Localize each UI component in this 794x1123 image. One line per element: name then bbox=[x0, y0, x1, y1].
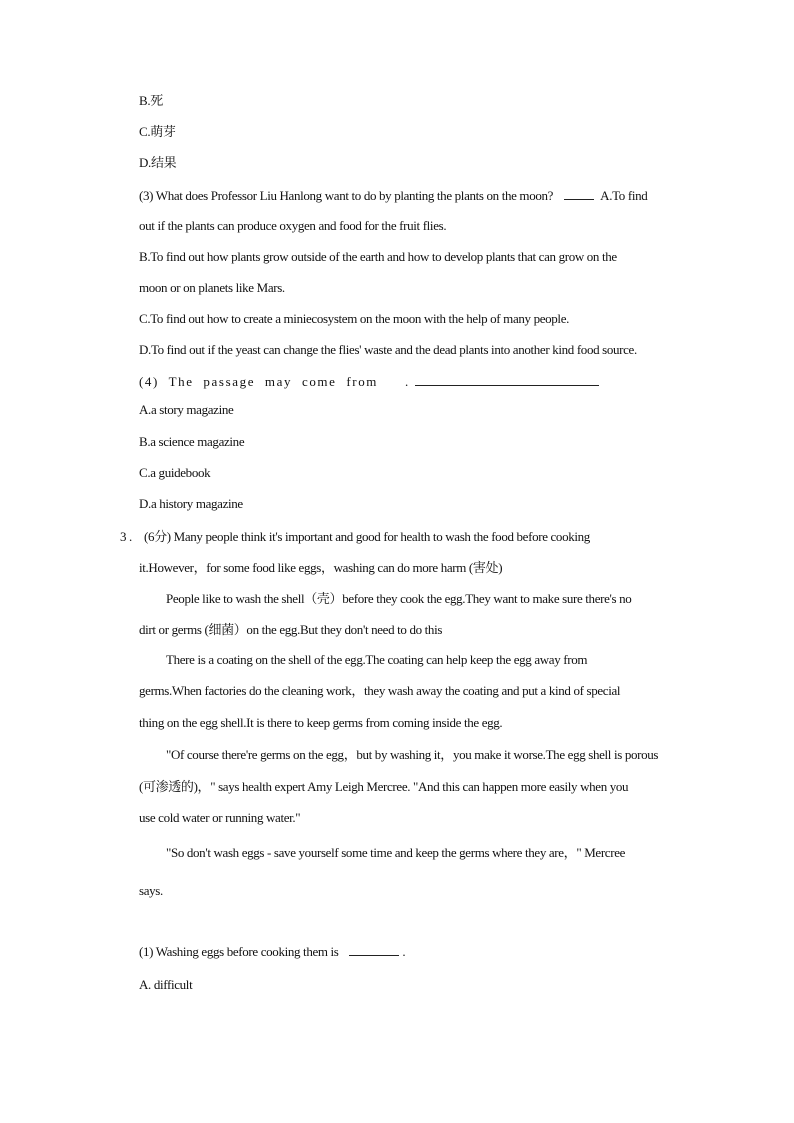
passage-p2-line-3: thing on the egg shell.It is there to keep germs from coming inside the egg. bbox=[139, 715, 503, 730]
option-b-line-2: moon or on planets like Mars. bbox=[139, 280, 285, 295]
sub-question-4-dot: . bbox=[404, 374, 408, 389]
sub-question-3-stem: (3) What does Professor Liu Hanlong want to do by planting the plants on the moon? bbox=[139, 188, 554, 203]
option-a-start: A.To find bbox=[600, 188, 648, 203]
passage-p4-line-1: "So don't wash eggs - save yourself some time and keep the germs where they are，" Mercree bbox=[166, 845, 626, 860]
question-3-intro-line-1: (6分) Many people think it's important and good for health to wash the food before cooking bbox=[144, 529, 590, 544]
option-b: B.a science magazine bbox=[139, 434, 245, 449]
sub-question-3 bbox=[139, 187, 647, 204]
passage-p3-line-1: "Of course there're germs on the egg，but by washing it，you make it worse.The egg shell is porous bbox=[166, 747, 659, 762]
passage-p4-line-2: says. bbox=[139, 883, 163, 898]
option-d: D.a history magazine bbox=[139, 496, 243, 511]
answer-blank[interactable] bbox=[415, 373, 599, 386]
answer-blank[interactable] bbox=[564, 187, 594, 200]
option-d: D.To find out if the yeast can change the flies' waste and the dead plants into another kind food source. bbox=[139, 342, 637, 357]
passage-p1-line-2: dirt or germs (细菌）on the egg.But they don't need to do this bbox=[139, 622, 443, 637]
question-3-intro-line-2: it.However，for some food like eggs，washing can do more harm (害处) bbox=[139, 560, 503, 575]
sub-question-4-stem: (4) The passage may come from bbox=[139, 374, 379, 389]
answer-blank[interactable] bbox=[349, 943, 399, 956]
passage-p2-line-2: germs.When factories do the cleaning work，they wash away the coating and put a kind of special bbox=[139, 683, 621, 698]
option-d: D.结果 bbox=[139, 155, 177, 170]
option-c: C.To find out how to create a miniecosystem on the moon with the help of many people. bbox=[139, 311, 570, 326]
option-a: A.a story magazine bbox=[139, 402, 234, 417]
passage-p3-line-3: use cold water or running water." bbox=[139, 810, 301, 825]
option-c: C.萌芽 bbox=[139, 124, 176, 139]
option-c: C.a guidebook bbox=[139, 465, 211, 480]
sub-question-1-dot: . bbox=[402, 944, 406, 959]
option-a-cont: out if the plants can produce oxygen and food for the fruit flies. bbox=[139, 218, 447, 233]
sub-question-4 bbox=[139, 373, 599, 390]
passage-p2-line-1: There is a coating on the shell of the egg.The coating can help keep the egg away from bbox=[166, 652, 588, 667]
option-b: B.死 bbox=[139, 93, 163, 108]
sub-question-1-stem: (1) Washing eggs before cooking them is bbox=[139, 944, 339, 959]
option-a: A. difficult bbox=[139, 977, 193, 992]
question-3-number: 3 . bbox=[120, 529, 132, 544]
passage-p3-line-2: (可渗透的)，" says health expert Amy Leigh Mercree. "And this can happen more easily when you bbox=[139, 779, 629, 794]
sub-question-1 bbox=[139, 943, 405, 960]
option-b-line-1: B.To find out how plants grow outside of the earth and how to develop plants that can grow on the bbox=[139, 249, 617, 264]
passage-p1-line-1: People like to wash the shell（壳）before they cook the egg.They want to make sure there's no bbox=[166, 591, 632, 606]
